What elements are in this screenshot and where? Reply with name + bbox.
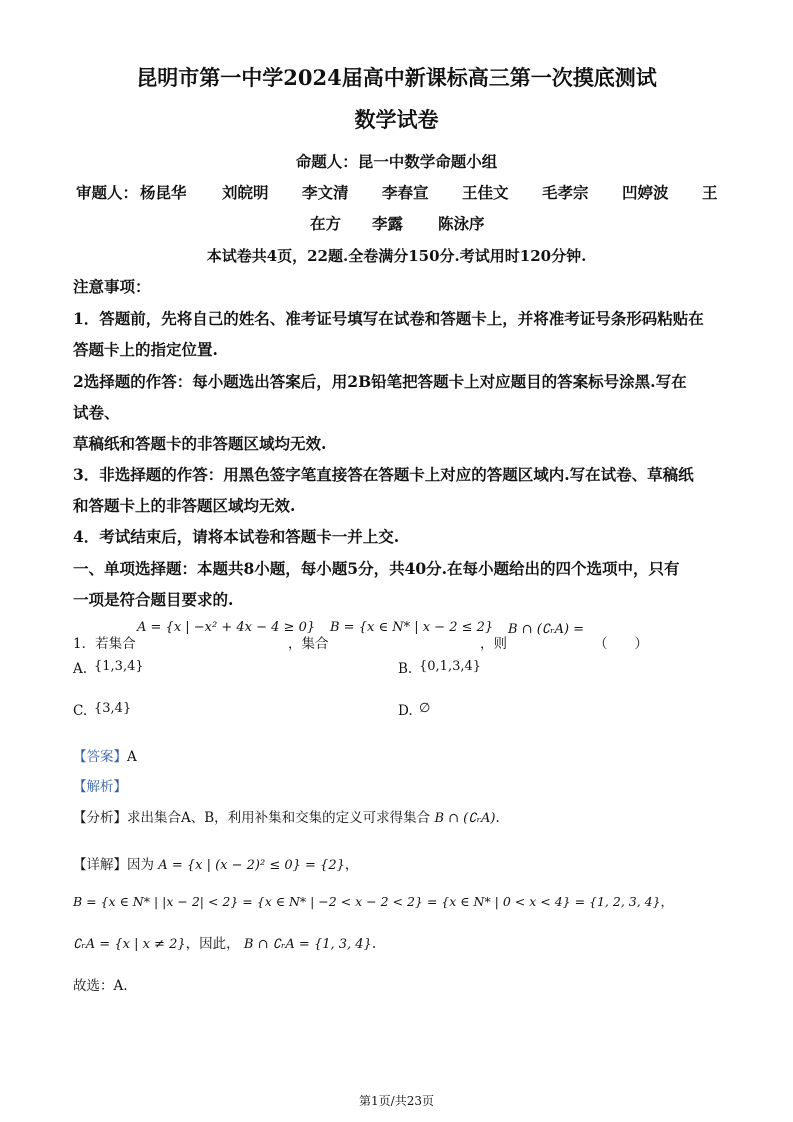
- analysis-text: 求出集合A、B，利用补集和交集的定义可求得集合: [127, 810, 431, 826]
- detail-text: 因为: [127, 857, 154, 873]
- answer-blank: （ ）: [594, 636, 648, 652]
- question-expr: B ∩ (∁ᵣA) =: [508, 622, 585, 637]
- page-footer: 第1页/共23页: [359, 1094, 434, 1108]
- reviewer-name: 杨昆华: [140, 183, 187, 202]
- detail-eq-result: B ∩ ∁ᵣA = {1, 3, 4}: [243, 937, 372, 952]
- detail-end: .: [371, 936, 377, 952]
- question-prefix: 1．若集合: [73, 636, 136, 652]
- detail-eq-complement: ∁ᵣA = {x | x ≠ 2}: [73, 937, 186, 952]
- reviewer-name: 李文清: [302, 183, 349, 202]
- set-a-formula: A = {x | −x² + 4x − 4 ≥ 0}: [137, 620, 316, 635]
- answer-value: A: [127, 749, 137, 765]
- detail-text: ，因此，: [185, 936, 240, 952]
- reviewer-name: 李春宣: [382, 183, 429, 202]
- reviewer-label: 审题人：: [76, 183, 139, 202]
- exam-info: 本试卷共4页，22题.全卷满分150分.考试用时120分钟.: [206, 247, 587, 265]
- page-subtitle: 数学试卷: [354, 107, 439, 132]
- detail-comma: ，: [660, 894, 674, 909]
- notice-item: 3．非选择题的作答：用黑色签字笔直接答在答题卡上对应的答题区域内.写在试卷、草稿纸: [73, 465, 694, 484]
- option-label: C.: [73, 703, 88, 719]
- detail-label: 【详解】: [73, 857, 127, 873]
- detail-eq-a: A = {x | (x − 2)² ≤ 0} = {2}: [158, 858, 345, 873]
- reviewer-name: 王佳文: [462, 183, 509, 202]
- notice-item: 2选择题的作答：每小题选出答案后，用2B铅笔把答题卡上对应题目的答案标号涂黑.写在: [73, 372, 687, 391]
- reviewer-name: 刘皖明: [222, 183, 269, 202]
- reviewer-name: 王: [702, 183, 718, 202]
- reviewer-name: 凹婷波: [622, 183, 669, 202]
- proposer-line: 命题人：昆一中数学命题小组: [295, 152, 498, 171]
- reviewer-name: 在方: [310, 214, 342, 233]
- option-value: {0,1,3,4}: [419, 659, 482, 674]
- section-heading: 一、单项选择题：本题共8小题，每小题5分，共40分.在每小题给出的四个选项中，只有: [73, 559, 680, 578]
- detail-line-3: [73, 932, 376, 952]
- section-heading-cont: 一项是符合题目要求的.: [73, 590, 234, 609]
- option-value: ∅: [419, 701, 431, 716]
- question-then: ，则: [480, 636, 507, 652]
- detail-eq-b: [73, 892, 673, 910]
- reviewer-name: 陈泳序: [438, 214, 485, 233]
- analysis-line: [73, 806, 500, 826]
- option-label: D.: [398, 703, 413, 719]
- answer-line: [73, 745, 137, 765]
- reviewer-name: 李露: [372, 214, 404, 233]
- option-label: A.: [73, 661, 88, 677]
- notice-item: 4．考试结束后，请将本试卷和答题卡一并上交.: [73, 527, 400, 546]
- notice-item: 1．答题前，先将自己的姓名、准考证号填写在试卷和答题卡上，并将准考证号条形码粘贴在: [73, 309, 704, 328]
- option-label: B.: [398, 661, 413, 677]
- question-mid: ，集合: [288, 636, 329, 652]
- set-b-formula: B = {x ∈ N* | x − 2 ≤ 2}: [330, 620, 494, 635]
- final-choice: 故选：A.: [73, 978, 128, 994]
- detail-line-1: [73, 853, 358, 873]
- option-value: {1,3,4}: [94, 659, 144, 674]
- notice-heading: 注意事项：: [73, 277, 151, 296]
- analysis-tag: 【解析】: [73, 779, 127, 795]
- option-value: {3,4}: [94, 701, 132, 716]
- page-title: 昆明市第一中学2024届高中新课标高三第一次摸底测试: [136, 65, 657, 90]
- answer-tag: 【答案】: [73, 749, 127, 765]
- notice-item: 草稿纸和答题卡的非答题区域均无效.: [73, 434, 327, 453]
- analysis-end: .: [495, 810, 500, 826]
- detail-eq-b-text: B = {x ∈ N* | |x − 2| < 2} = {x ∈ N* | −2 < x − 2 < 2} = {x ∈ N* | 0 < x < 4} = {1, 2, 3, 4}: [73, 894, 661, 909]
- reviewer-name: 毛孝宗: [542, 183, 589, 202]
- analysis-label: 【分析】: [73, 810, 127, 826]
- notice-item: 和答题卡上的非答题区域均无效.: [73, 496, 296, 515]
- analysis-expr: B ∩ (∁ᵣA): [434, 811, 496, 826]
- notice-item: 答题卡上的指定位置.: [73, 340, 218, 359]
- notice-item: 试卷、: [73, 403, 120, 422]
- detail-comma: ，: [344, 857, 359, 873]
